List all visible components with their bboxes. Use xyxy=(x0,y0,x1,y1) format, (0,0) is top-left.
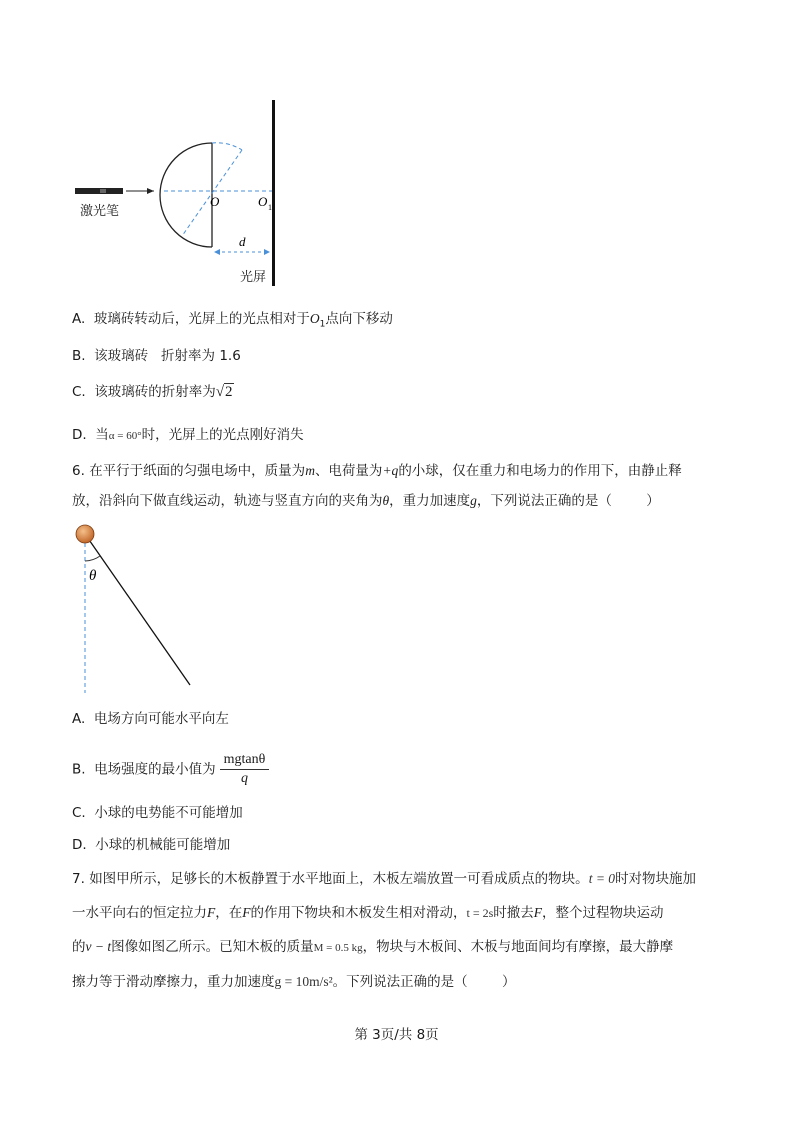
q6-option-c: C. 小球的电势能不可能增加 xyxy=(72,805,243,821)
q5-option-c: C. 该玻璃砖的折射率为√2 xyxy=(72,384,233,400)
laser-pen-label: 激光笔 xyxy=(80,204,120,219)
distance-d-label: d xyxy=(239,234,246,249)
point-o-label: O xyxy=(210,194,220,209)
q5-option-b: B. 该玻璃砖 折射率为 1.6 xyxy=(72,348,241,364)
rotated-glass-outline xyxy=(212,143,242,150)
laser-pen xyxy=(75,188,123,194)
q6-stem: 6. 在平行于纸面的匀强电场中，质量为m、电荷量为+q的小球，仅在重力和电场力的作用下，由静止释 放，沿斜向下做直线运动，轨迹与竖直方向的夹角为θ，重力加速度g，下列说法正确的是（ ） xyxy=(72,463,682,509)
theta-label: θ xyxy=(89,568,97,584)
page-footer: 第 3页/共 8页 xyxy=(354,1027,439,1043)
q6-option-d: D. 小球的机械能可能增加 xyxy=(72,837,231,853)
point-o1-label: O xyxy=(258,194,268,209)
ball xyxy=(76,525,94,543)
q6-option-b: B. 电场强度的最小值为 $\frac{mgtan\theta}{q}$ xyxy=(72,752,269,787)
q7-stem: 7. 如图甲所示，足够长的木板静置于水平地面上，木板左端放置一可看成质点的物块。t = 0时对物块施加 一水平向右的恒定拉力F，在F的作用下物块和木板发生相对滑动，t = 2s时撤去F，整个过程物块运动 的v − t图像如图乙所示。已知木板的质量M = 0.5 kg，物块与木板间、木板与地面间均有摩擦，最大静摩 擦力等于滑动摩擦力，重力加速度g = 10m/s²。下列说法正确的是（ ） xyxy=(72,871,697,990)
point-o1-sub: 1 xyxy=(268,203,272,212)
q6-option-a: A. 电场方向可能水平向左 xyxy=(72,711,229,727)
screen xyxy=(272,100,275,286)
semicircle-glass xyxy=(160,143,212,247)
angle-arc xyxy=(85,556,100,561)
screen-label: 光屏 xyxy=(240,270,267,285)
ball-trajectory-figure xyxy=(70,518,200,698)
q5-option-a: A. 玻璃砖转动后，光屏上的光点相对于$O_1$点向下移动 xyxy=(72,311,393,330)
glass-brick-figure xyxy=(60,90,300,290)
trajectory-line xyxy=(85,534,190,685)
q5-option-d: D. 当α = 60°时，光屏上的光点刚好消失 xyxy=(72,427,304,443)
